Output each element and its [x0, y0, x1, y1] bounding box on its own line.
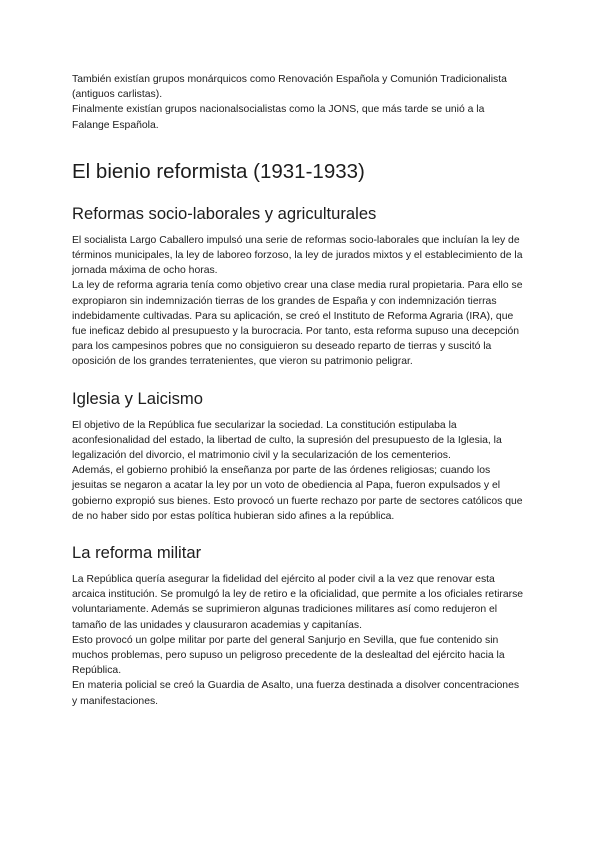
- section-heading-iglesia: Iglesia y Laicismo: [72, 388, 203, 408]
- section-heading-militar: La reforma militar: [72, 543, 202, 563]
- page-content: [72, 72, 524, 709]
- section-reformas-paragraph-2: La ley de reforma agraria tenía como objetivo crear una clase media rural propietaria. Para ello se expropiaron sin indemnización tierras de los grandes de España y con indemnización tierras indebidamente cultivadas. Para su aplicación, se creó el Instituto de Reforma Agraria (IRA), que fue ineficaz debido al presupuesto y la burocracia. Por tanto, esta reforma supuso una decepción para los campesinos pobres que no consiguieron su deseado reparto de tierras y suscitó la oposición de los grandes terratenientes, que vieron su patrimonio peligrar.: [72, 280, 523, 368]
- section-militar-paragraph-3: En materia policial se creó la Guardia de Asalto, una fuerza destinada a disolver concentraciones y manifestaciones.: [72, 680, 520, 707]
- section-heading-reformas: Reformas socio-laborales y agriculturales: [72, 203, 377, 223]
- intro-paragraph-1: También existían grupos monárquicos como Renovación Española y Comunión Tradicionalista (antiguos carlistas).: [72, 74, 507, 101]
- intro-paragraph-2: Finalmente existían grupos nacionalsocialistas como la JONS, que más tarde se unió a la Falange Española.: [72, 104, 485, 131]
- section-iglesia-paragraph-2: Además, el gobierno prohibió la enseñanza por parte de las órdenes religiosas; cuando los jesuitas se negaron a acatar la ley por un voto de obediencia al Papa, fueron expulsados y el gobierno expropió sus bienes. Esto provocó un fuerte rechazo por parte de sectores católicos que de no haber sido por estas política hubieran sido afines a la república.: [72, 465, 523, 522]
- chapter-title: El bienio reformista (1931-1933): [72, 159, 365, 183]
- section-reformas-paragraph-1: El socialista Largo Caballero impulsó una serie de reformas socio-laborales que incluían la ley de términos municipales, la ley de laboreo forzoso, la ley de jurados mixtos y el establecimiento de la jornada máxima de ocho horas.: [72, 234, 523, 277]
- section-militar-paragraph-1: La República quería asegurar la fidelidad del ejército al poder civil a la vez que renovar esta arcaica institución. Se promulgó la ley de retiro e la oficialidad, que permite a los oficiales retirarse voluntariamente. Además se suprimieron algunas tradiciones militares así como redujeron el tamaño de las unidades y clausuraron academias y capitanías.: [72, 574, 524, 631]
- section-iglesia-paragraph-1: El objetivo de la República fue secularizar la sociedad. La constitución estipulaba la aconfesionalidad del estado, la libertad de culto, la supresión del presupuesto de la Iglesia, la legalización del divorcio, el matrimonio civil y la secularización de los cementerios.: [72, 419, 502, 462]
- section-militar-paragraph-2: Esto provocó un golpe militar por parte del general Sanjurjo en Sevilla, que fue contenido sin muchos problemas, pero supuso un peligroso precedente de la deslealtad del ejército hacia la República.: [72, 634, 505, 677]
